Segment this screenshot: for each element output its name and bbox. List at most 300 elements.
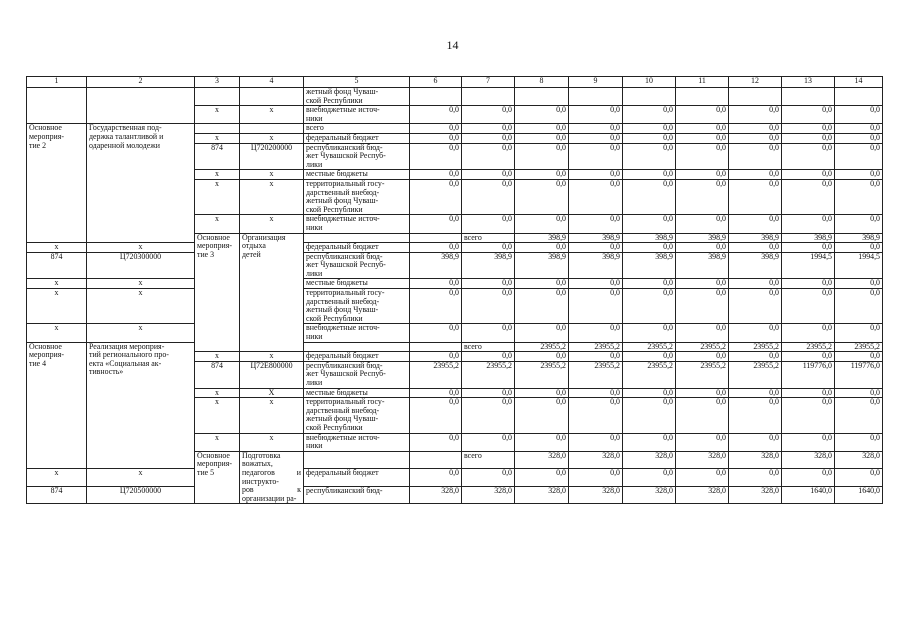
amount-cell: 0,0: [623, 433, 676, 451]
amount-cell: 0,0: [782, 469, 835, 487]
amount-cell: 0,0: [462, 469, 515, 487]
event-name-cell: Основное мероприя- тие 2: [27, 124, 87, 243]
column-header: 9: [569, 77, 623, 88]
amount-cell: 0,0: [515, 433, 569, 451]
amount-cell: 0,0: [782, 170, 835, 180]
amount-cell: 398,9: [676, 233, 729, 243]
table-row: [27, 289, 883, 324]
amount-cell: 0,0: [835, 170, 883, 180]
amount-cell: 0,0: [462, 279, 515, 289]
column-header: 10: [623, 77, 676, 88]
funding-source-cell: федеральный бюджет: [304, 352, 410, 362]
event-description-cell: Подготовка вожатых, педагогов и инструкто- ров к организации ра-: [240, 451, 304, 504]
amount-cell: 0,0: [462, 398, 515, 433]
amount-cell: 0,0: [515, 133, 569, 143]
amount-cell: 0,0: [623, 352, 676, 362]
grbs-code-cell: х: [195, 133, 240, 143]
amount-cell: 0,0: [410, 324, 462, 342]
amount-cell: 0,0: [676, 179, 729, 214]
amount-cell: 0,0: [623, 398, 676, 433]
grbs-code-cell: х: [27, 324, 87, 342]
amount-cell: 0,0: [729, 388, 782, 398]
amount-cell: 0,0: [676, 433, 729, 451]
amount-cell: 23955,2: [729, 361, 782, 388]
table-row: [27, 124, 883, 134]
amount-cell: 23955,2: [515, 361, 569, 388]
target-article-cell: Х: [240, 388, 304, 398]
amount-cell: 23955,2: [835, 342, 883, 352]
amount-cell: [729, 88, 782, 106]
amount-cell: 23955,2: [569, 342, 623, 352]
grbs-code-cell: [195, 124, 240, 134]
amount-cell: 398,9: [782, 233, 835, 243]
amount-cell: 0,0: [729, 170, 782, 180]
amount-cell: 0,0: [729, 324, 782, 342]
funding-source-cell: федеральный бюджет: [304, 469, 410, 487]
grbs-code-cell: х: [195, 106, 240, 124]
grbs-code-cell: [195, 88, 240, 106]
table-row: [27, 469, 883, 487]
amount-cell: 328,0: [515, 451, 569, 469]
amount-cell: 0,0: [462, 243, 515, 253]
amount-cell: 0,0: [623, 143, 676, 170]
amount-cell: 398,9: [410, 252, 462, 279]
amount-cell: 328,0: [462, 486, 515, 504]
target-article-cell: х: [240, 433, 304, 451]
grbs-code-cell: х: [195, 433, 240, 451]
funding-source-cell: местные бюджеты: [304, 279, 410, 289]
event-description-cell: [87, 88, 195, 124]
amount-cell: 0,0: [782, 215, 835, 233]
amount-cell: 0,0: [782, 324, 835, 342]
amount-cell: 0,0: [623, 243, 676, 253]
amount-cell: 398,9: [835, 233, 883, 243]
funding-source-cell: всего: [462, 451, 515, 469]
target-article-cell: х: [240, 352, 304, 362]
amount-cell: 0,0: [410, 388, 462, 398]
amount-cell: 328,0: [623, 486, 676, 504]
amount-cell: 0,0: [623, 324, 676, 342]
amount-cell: 0,0: [782, 279, 835, 289]
table-row: [27, 243, 883, 253]
funding-source-cell: республиканский бюд- жет Чувашской Респуб- лики: [304, 143, 410, 170]
amount-cell: [515, 88, 569, 106]
amount-cell: 398,9: [515, 233, 569, 243]
amount-cell: [676, 88, 729, 106]
amount-cell: 0,0: [462, 352, 515, 362]
amount-cell: 0,0: [569, 279, 623, 289]
target-article-cell: [240, 88, 304, 106]
grbs-code-cell: х: [195, 398, 240, 433]
column-header: 13: [782, 77, 835, 88]
amount-cell: 0,0: [835, 143, 883, 170]
amount-cell: 0,0: [569, 398, 623, 433]
target-article-cell: х: [240, 106, 304, 124]
amount-cell: 0,0: [569, 143, 623, 170]
column-header: 4: [240, 77, 304, 88]
amount-cell: 0,0: [410, 289, 462, 324]
amount-cell: 0,0: [569, 388, 623, 398]
amount-cell: 0,0: [729, 469, 782, 487]
funding-source-cell: всего: [462, 342, 515, 352]
target-article-cell: х: [240, 398, 304, 433]
amount-cell: 0,0: [676, 243, 729, 253]
amount-cell: 0,0: [782, 124, 835, 134]
table-row: [27, 88, 883, 106]
funding-source-cell: территориальный госу- дарственный внебюд- жетный фонд Чуваш- ской Республики: [304, 289, 410, 324]
amount-cell: 0,0: [462, 215, 515, 233]
amount-cell: 328,0: [676, 486, 729, 504]
column-header: 14: [835, 77, 883, 88]
amount-cell: 0,0: [676, 469, 729, 487]
amount-cell: 0,0: [676, 106, 729, 124]
amount-cell: 0,0: [515, 179, 569, 214]
amount-cell: 0,0: [835, 243, 883, 253]
budget-table: [26, 76, 883, 504]
grbs-code-cell: [304, 233, 410, 243]
column-header: 2: [87, 77, 195, 88]
amount-cell: 0,0: [782, 398, 835, 433]
grbs-code-cell: 874: [27, 486, 87, 504]
grbs-code-cell: х: [195, 388, 240, 398]
amount-cell: 119776,0: [782, 361, 835, 388]
amount-cell: 0,0: [623, 388, 676, 398]
amount-cell: 0,0: [515, 143, 569, 170]
funding-source-cell: внебюджетные источ- ники: [304, 324, 410, 342]
table-row: [27, 486, 883, 504]
amount-cell: [462, 88, 515, 106]
target-article-cell: х: [87, 324, 195, 342]
amount-cell: 0,0: [729, 352, 782, 362]
target-article-cell: х: [87, 289, 195, 324]
amount-cell: 0,0: [410, 215, 462, 233]
amount-cell: 0,0: [835, 398, 883, 433]
amount-cell: 0,0: [782, 133, 835, 143]
grbs-code-cell: х: [195, 352, 240, 362]
target-article-cell: [410, 233, 462, 243]
amount-cell: 0,0: [782, 433, 835, 451]
amount-cell: 0,0: [676, 289, 729, 324]
target-article-cell: Ц720500000: [87, 486, 195, 504]
amount-cell: 0,0: [782, 289, 835, 324]
amount-cell: [410, 88, 462, 106]
amount-cell: 0,0: [835, 124, 883, 134]
funding-source-cell: федеральный бюджет: [304, 243, 410, 253]
amount-cell: 0,0: [410, 352, 462, 362]
target-article-cell: х: [87, 279, 195, 289]
amount-cell: 0,0: [515, 352, 569, 362]
amount-cell: 0,0: [729, 243, 782, 253]
funding-source-cell: местные бюджеты: [304, 388, 410, 398]
event-name-cell: Основное мероприя- тие 5: [195, 451, 240, 504]
amount-cell: 0,0: [623, 124, 676, 134]
amount-cell: 0,0: [623, 215, 676, 233]
event-name-cell: Основное мероприя- тие 4: [27, 342, 87, 469]
amount-cell: 0,0: [515, 279, 569, 289]
funding-source-cell: внебюджетные источ- ники: [304, 106, 410, 124]
target-article-cell: Ц72Е800000: [240, 361, 304, 388]
amount-cell: 0,0: [729, 133, 782, 143]
amount-cell: 0,0: [515, 243, 569, 253]
amount-cell: 0,0: [729, 124, 782, 134]
amount-cell: 0,0: [569, 215, 623, 233]
amount-cell: 1994,5: [835, 252, 883, 279]
amount-cell: [835, 88, 883, 106]
amount-cell: 0,0: [569, 133, 623, 143]
amount-cell: 0,0: [569, 324, 623, 342]
amount-cell: 0,0: [835, 179, 883, 214]
amount-cell: 0,0: [782, 179, 835, 214]
column-header: 5: [304, 77, 410, 88]
amount-cell: 328,0: [569, 451, 623, 469]
amount-cell: 0,0: [623, 289, 676, 324]
funding-source-cell: внебюджетные источ- ники: [304, 433, 410, 451]
amount-cell: 0,0: [569, 289, 623, 324]
amount-cell: 0,0: [676, 388, 729, 398]
amount-cell: [623, 88, 676, 106]
amount-cell: 0,0: [569, 469, 623, 487]
target-article-cell: [240, 124, 304, 134]
amount-cell: 0,0: [729, 215, 782, 233]
grbs-code-cell: х: [27, 469, 87, 487]
amount-cell: 398,9: [569, 233, 623, 243]
table-row: [27, 252, 883, 279]
grbs-code-cell: х: [27, 243, 87, 253]
amount-cell: 398,9: [569, 252, 623, 279]
target-article-cell: Ц720200000: [240, 143, 304, 170]
funding-source-cell: внебюджетные источ- ники: [304, 215, 410, 233]
amount-cell: 0,0: [623, 279, 676, 289]
amount-cell: 0,0: [462, 124, 515, 134]
amount-cell: 0,0: [515, 324, 569, 342]
amount-cell: 0,0: [462, 324, 515, 342]
amount-cell: 0,0: [835, 279, 883, 289]
event-name-cell: [27, 88, 87, 124]
amount-cell: 1640,0: [782, 486, 835, 504]
column-header: 11: [676, 77, 729, 88]
amount-cell: 398,9: [623, 233, 676, 243]
amount-cell: 0,0: [462, 133, 515, 143]
amount-cell: 0,0: [410, 143, 462, 170]
column-header: 3: [195, 77, 240, 88]
amount-cell: 0,0: [782, 143, 835, 170]
amount-cell: 0,0: [676, 215, 729, 233]
amount-cell: 23955,2: [729, 342, 782, 352]
amount-cell: 0,0: [462, 170, 515, 180]
amount-cell: 0,0: [729, 179, 782, 214]
amount-cell: 0,0: [515, 170, 569, 180]
amount-cell: 328,0: [569, 486, 623, 504]
amount-cell: 0,0: [835, 133, 883, 143]
funding-source-cell: территориальный госу- дарственный внебюд- жетный фонд Чуваш- ской Республики: [304, 398, 410, 433]
grbs-code-cell: [304, 451, 410, 469]
amount-cell: 23955,2: [676, 342, 729, 352]
amount-cell: 0,0: [676, 133, 729, 143]
amount-cell: 23955,2: [676, 361, 729, 388]
amount-cell: 0,0: [569, 243, 623, 253]
table-row: [27, 324, 883, 342]
target-article-cell: х: [240, 215, 304, 233]
table-row: [27, 279, 883, 289]
amount-cell: 0,0: [729, 433, 782, 451]
amount-cell: 0,0: [515, 469, 569, 487]
amount-cell: 0,0: [676, 398, 729, 433]
amount-cell: 0,0: [569, 352, 623, 362]
amount-cell: 0,0: [515, 215, 569, 233]
event-description-cell: Организация отдыха детей: [240, 233, 304, 352]
amount-cell: 0,0: [410, 170, 462, 180]
amount-cell: 328,0: [515, 486, 569, 504]
amount-cell: 0,0: [569, 124, 623, 134]
target-article-cell: х: [240, 133, 304, 143]
amount-cell: 0,0: [410, 469, 462, 487]
amount-cell: 0,0: [515, 398, 569, 433]
amount-cell: 0,0: [729, 143, 782, 170]
amount-cell: 0,0: [729, 106, 782, 124]
amount-cell: 0,0: [729, 289, 782, 324]
amount-cell: 0,0: [835, 433, 883, 451]
target-article-cell: [410, 451, 462, 469]
column-header: 12: [729, 77, 782, 88]
amount-cell: 0,0: [835, 352, 883, 362]
header-row: [27, 77, 883, 88]
grbs-code-cell: х: [195, 170, 240, 180]
funding-source-cell: федеральный бюджет: [304, 133, 410, 143]
event-description-cell: Государственная под- держка талантливой и одаренной молодежи: [87, 124, 195, 243]
target-article-cell: х: [87, 469, 195, 487]
amount-cell: 0,0: [462, 179, 515, 214]
amount-cell: 0,0: [569, 433, 623, 451]
funding-source-cell: республиканский бюд- жет Чувашской Респуб- лики: [304, 252, 410, 279]
amount-cell: 328,0: [623, 451, 676, 469]
column-header: 8: [515, 77, 569, 88]
amount-cell: 398,9: [623, 252, 676, 279]
funding-source-cell: жетный фонд Чуваш- ской Республики: [304, 88, 410, 106]
amount-cell: 0,0: [462, 106, 515, 124]
amount-cell: 0,0: [782, 352, 835, 362]
amount-cell: 0,0: [462, 143, 515, 170]
funding-source-cell: всего: [462, 233, 515, 243]
grbs-code-cell: х: [195, 215, 240, 233]
amount-cell: 328,0: [410, 486, 462, 504]
amount-cell: 23955,2: [569, 361, 623, 388]
target-article-cell: [410, 342, 462, 352]
amount-cell: 0,0: [623, 469, 676, 487]
amount-cell: 0,0: [515, 124, 569, 134]
grbs-code-cell: х: [27, 279, 87, 289]
event-name-cell: Основное мероприя- тие 3: [195, 233, 240, 352]
amount-cell: 0,0: [410, 433, 462, 451]
amount-cell: 328,0: [676, 451, 729, 469]
amount-cell: 23955,2: [782, 342, 835, 352]
amount-cell: 23955,2: [515, 342, 569, 352]
amount-cell: 328,0: [729, 451, 782, 469]
amount-cell: 328,0: [782, 451, 835, 469]
amount-cell: 398,9: [462, 252, 515, 279]
amount-cell: 0,0: [462, 388, 515, 398]
column-header: 6: [410, 77, 462, 88]
amount-cell: 0,0: [782, 388, 835, 398]
grbs-code-cell: х: [27, 289, 87, 324]
amount-cell: 0,0: [515, 388, 569, 398]
table-row: [27, 342, 883, 352]
amount-cell: 0,0: [676, 124, 729, 134]
amount-cell: 1994,5: [782, 252, 835, 279]
funding-source-cell: республиканский бюд- жет Чувашской Респуб- лики: [304, 361, 410, 388]
amount-cell: 0,0: [835, 106, 883, 124]
amount-cell: 23955,2: [623, 361, 676, 388]
amount-cell: 0,0: [676, 324, 729, 342]
grbs-code-cell: 874: [195, 361, 240, 388]
amount-cell: 0,0: [462, 433, 515, 451]
amount-cell: [782, 88, 835, 106]
amount-cell: 0,0: [623, 133, 676, 143]
amount-cell: 0,0: [410, 279, 462, 289]
amount-cell: 0,0: [623, 179, 676, 214]
amount-cell: 0,0: [835, 388, 883, 398]
amount-cell: 0,0: [729, 279, 782, 289]
column-header: 7: [462, 77, 515, 88]
amount-cell: 0,0: [782, 106, 835, 124]
amount-cell: 0,0: [569, 179, 623, 214]
page-number: 14: [446, 38, 459, 52]
target-article-cell: х: [240, 170, 304, 180]
grbs-code-cell: х: [195, 179, 240, 214]
grbs-code-cell: 874: [195, 143, 240, 170]
amount-cell: 398,9: [515, 252, 569, 279]
amount-cell: 0,0: [515, 106, 569, 124]
amount-cell: 23955,2: [462, 361, 515, 388]
column-header: 1: [27, 77, 87, 88]
grbs-code-cell: [304, 342, 410, 352]
target-article-cell: х: [87, 243, 195, 253]
amount-cell: [569, 88, 623, 106]
amount-cell: 398,9: [729, 252, 782, 279]
amount-cell: 0,0: [569, 106, 623, 124]
amount-cell: 0,0: [835, 215, 883, 233]
amount-cell: 398,9: [729, 233, 782, 243]
amount-cell: 0,0: [676, 170, 729, 180]
target-article-cell: Ц720300000: [87, 252, 195, 279]
amount-cell: 0,0: [410, 243, 462, 253]
amount-cell: 0,0: [676, 279, 729, 289]
amount-cell: 0,0: [410, 133, 462, 143]
amount-cell: 328,0: [835, 451, 883, 469]
amount-cell: 0,0: [569, 170, 623, 180]
amount-cell: 0,0: [835, 469, 883, 487]
amount-cell: 23955,2: [623, 342, 676, 352]
amount-cell: 119776,0: [835, 361, 883, 388]
funding-source-cell: местные бюджеты: [304, 170, 410, 180]
amount-cell: 0,0: [835, 324, 883, 342]
amount-cell: 328,0: [729, 486, 782, 504]
amount-cell: 0,0: [515, 289, 569, 324]
amount-cell: 0,0: [676, 143, 729, 170]
target-article-cell: х: [240, 179, 304, 214]
amount-cell: 0,0: [410, 179, 462, 214]
amount-cell: 0,0: [782, 243, 835, 253]
amount-cell: 0,0: [835, 289, 883, 324]
amount-cell: 0,0: [676, 352, 729, 362]
amount-cell: 0,0: [729, 398, 782, 433]
funding-source-cell: территориальный госу- дарственный внебюд- жетный фонд Чуваш- ской Республики: [304, 179, 410, 214]
amount-cell: 0,0: [462, 289, 515, 324]
funding-source-cell: республиканский бюд-: [304, 486, 410, 504]
amount-cell: 0,0: [410, 124, 462, 134]
amount-cell: 0,0: [410, 106, 462, 124]
event-description-cell: Реализация мероприя- тий регионального про- екта «Социальная ак- тивность»: [87, 342, 195, 469]
amount-cell: 23955,2: [410, 361, 462, 388]
